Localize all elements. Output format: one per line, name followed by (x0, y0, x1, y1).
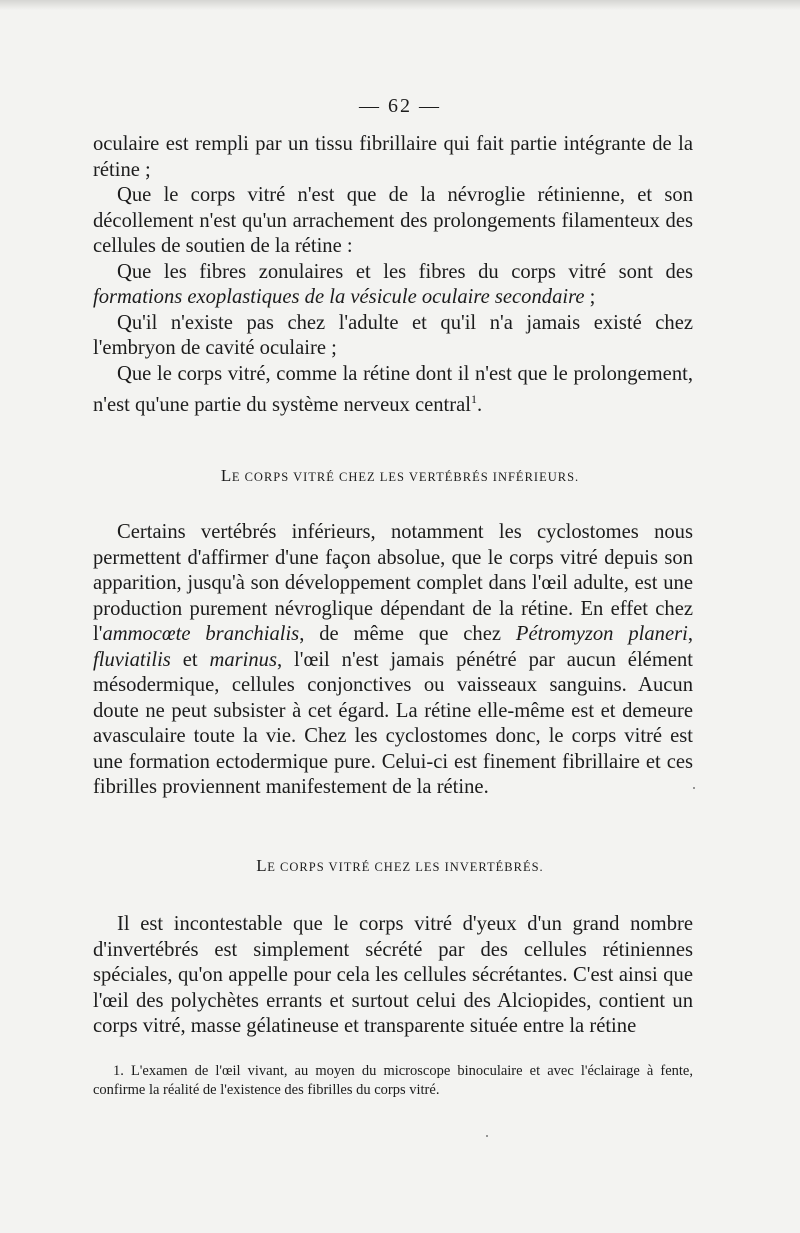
text-run: , l'œil n'est jamais pénétré par aucun élément mésodermique, cellules conjonctives ou vaisseaux sanguins. Aucun doute ne peut subsister à cet égard. La rétine elle-même est et demeure avasculaire toute la vie. Chez les cyclostomes donc, le corps vitré est une formation ectodermique pure. Celui-ci est finement fibrillaire et ces fibrilles proviennent manifestement de la rétine. (93, 648, 693, 798)
text-run: Il est incontestable que le corps vitré d'yeux d'un grand nombre d'invertébrés est simplement sécrété par des cellules rétiniennes spéciales, qu'on appelle pour cela les cellules sécrétantes. C'est ainsi que l'œil des polychètes errants et surtout celui des Alciopides, contient un corps vitré, masse gélatineuse et transparente située entre la rétine (93, 913, 693, 1037)
heading-invertebres (0, 856, 800, 876)
heading-1-rest: E CORPS VITRÉ CHEZ LES VERTÉBRÉS INFÉRIEURS. (231, 470, 580, 484)
page-top-edge (0, 0, 800, 10)
text-run: Que les fibres zonulaires et les fibres du corps vitré sont des (117, 260, 693, 283)
italic-text: Pétromyzon planeri (515, 623, 688, 645)
italic-text: fluviatilis (93, 648, 171, 671)
italic-text: formations exoplastiques de la vésicule oculaire secondaire (93, 286, 585, 308)
heading-1-initial: L (220, 466, 232, 485)
heading-2-initial: L (256, 856, 268, 875)
text-run: . (476, 393, 483, 416)
italic-text: marinus (209, 648, 277, 671)
text-run: Certains vertébrés inférieurs, notamment les cyclostomes nous permettent d'affirmer d'une façon absolue, que le corps vitré depuis son apparition, jusqu'à son développement complet dans l'œil adulte, est une production purement névroglique dépendant de la rétine. En effet chez l' (93, 521, 693, 645)
italic-text: ammocœte branchialis (102, 623, 300, 645)
text-run: Qu'il n'existe pas chez l'adulte et qu'il n'a jamais existé chez l'embryon de cavité oculaire ; (93, 311, 693, 359)
paragraph (93, 912, 693, 1040)
paragraph (93, 520, 693, 801)
paragraph (93, 362, 693, 419)
paragraph (93, 260, 693, 311)
text-run: oculaire est rempli par un tissu fibrillaire qui fait partie intégrante de la rétine ; (93, 133, 693, 181)
text-run: ; (584, 286, 596, 308)
text-run: , de même que chez (299, 623, 516, 645)
page-number: — 62 — (359, 95, 441, 117)
ink-speck (486, 1135, 488, 1137)
text-run: Que le corps vitré, comme la rétine dont il n'est que le prolongement, n'est qu'une partie du système nerveux central (93, 362, 693, 416)
heading-vertebres-inferieurs (0, 466, 800, 486)
text-run: Que le corps vitré n'est que de la névroglie rétinienne, et son décollement n'est qu'un arrachement des prolongements filamenteux des cellules de soutien de la rétine : (93, 184, 693, 257)
section-1-text (93, 132, 693, 418)
paragraph (93, 132, 693, 183)
paragraph (93, 183, 693, 260)
paragraph (93, 311, 693, 362)
text-run: , (687, 623, 693, 645)
heading-2-rest: E CORPS VITRÉ CHEZ LES INVERTÉBRÉS. (267, 860, 544, 874)
text-run: et (170, 648, 210, 671)
section-3-text (93, 912, 693, 1040)
ink-speck (693, 787, 695, 789)
section-2-text (93, 520, 693, 801)
footnote: 1. L'examen de l'œil vivant, au moyen du microscope binoculaire et avec l'éclairage à fente, confirme la réalité de l'existence des fibrilles du corps vitré. (93, 1063, 693, 1098)
footnote-ref: 1 (470, 392, 477, 406)
